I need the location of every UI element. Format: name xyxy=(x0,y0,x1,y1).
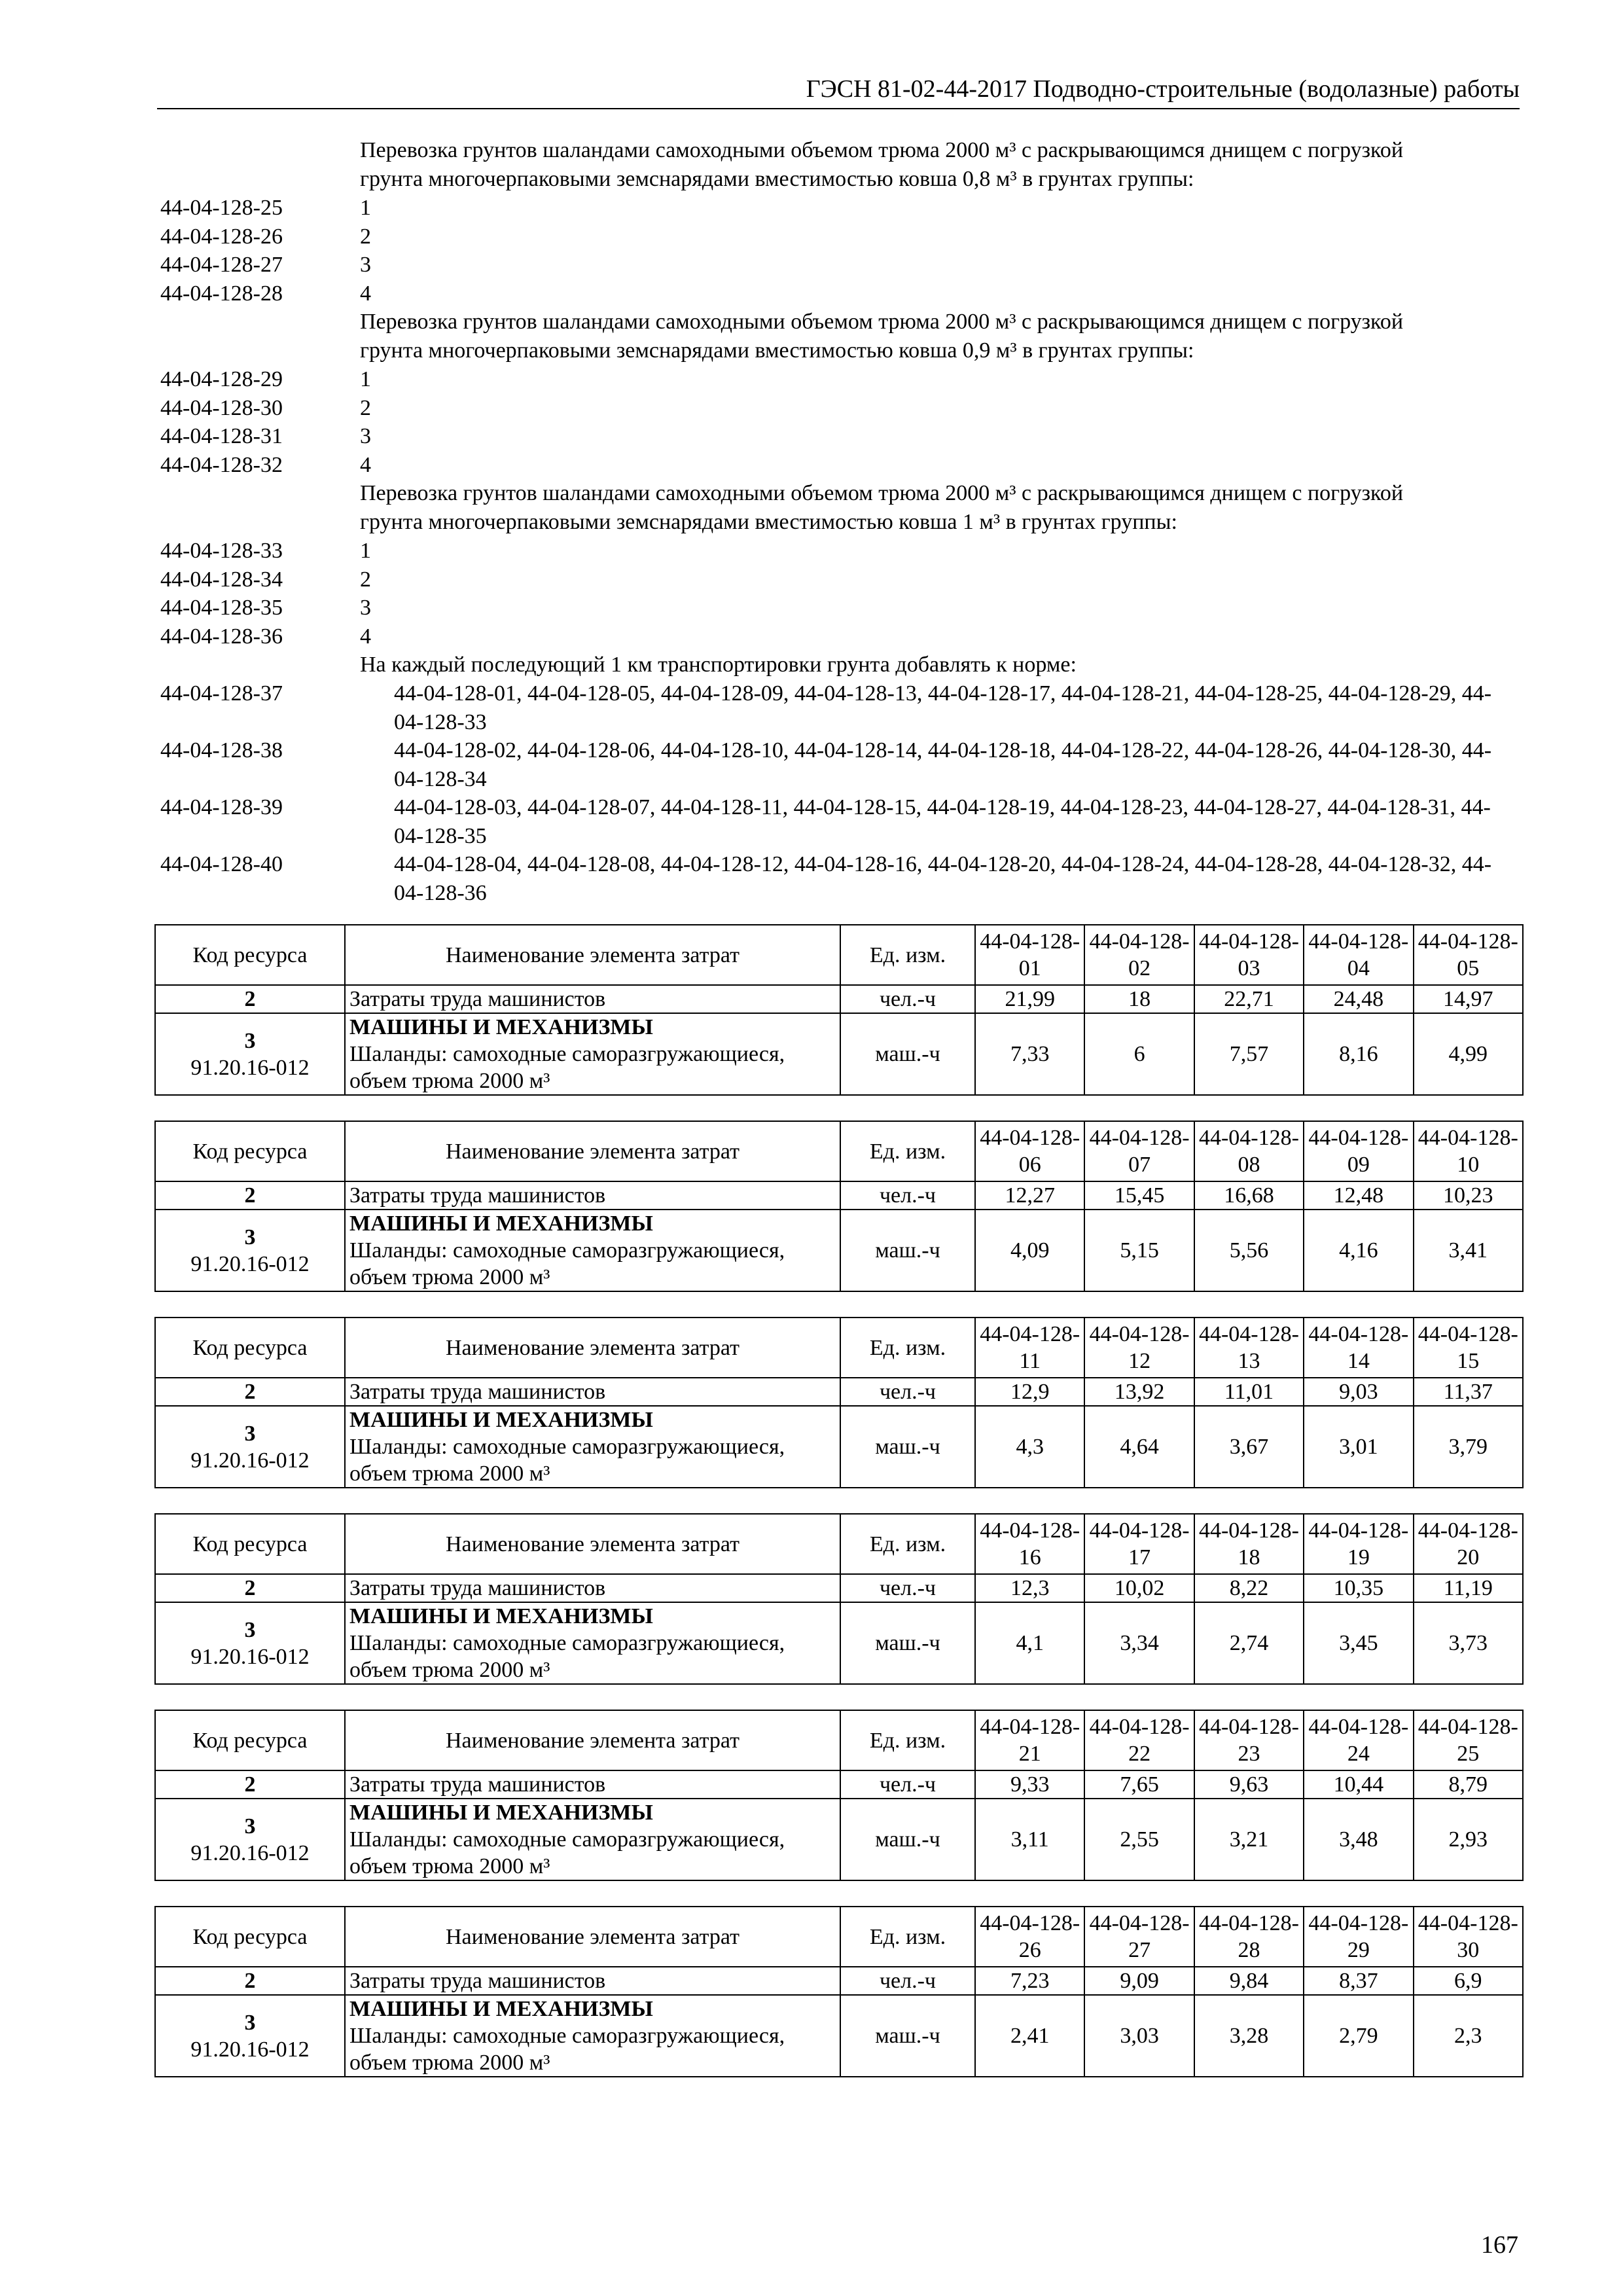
spec-code: 44-04-128-37 xyxy=(160,681,283,706)
norm-table xyxy=(154,1121,1524,1292)
machine-value: 3,28 xyxy=(1194,1995,1304,2077)
machine-value: 3,79 xyxy=(1414,1406,1523,1488)
labor-value: 11,19 xyxy=(1414,1574,1523,1602)
header-norm-code: 44-04-128-24 xyxy=(1304,1710,1413,1770)
group-title: Перевозка грунтов шаландами самоходными объемом трюма 2000 м³ с раскрывающимся днищем с погрузкой грунта многочерпаковыми земснарядами вместимостью ковша 1 м³ в грунтах группы: xyxy=(360,481,1404,534)
machine-code-cell xyxy=(155,1406,345,1488)
group-title: Перевозка грунтов шаландами самоходными объемом трюма 2000 м³ с раскрывающимся днищем с погрузкой грунта многочерпаковыми земснарядами вместимостью ковша 0,9 м³ в грунтах группы: xyxy=(360,310,1404,363)
labor-value: 22,71 xyxy=(1194,985,1304,1013)
header-resource-code: Код ресурса xyxy=(155,1318,345,1378)
header-norm-code: 44-04-128-19 xyxy=(1304,1514,1413,1574)
machine-section-title: МАШИНЫ И МЕХАНИЗМЫ xyxy=(349,1997,653,2021)
labor-row xyxy=(155,1181,1523,1210)
spec-code: 44-04-128-29 xyxy=(160,367,283,391)
machine-row xyxy=(155,1210,1523,1291)
labor-unit: чел.-ч xyxy=(840,1574,975,1602)
spec-code: 44-04-128-33 xyxy=(160,539,283,563)
labor-value: 24,48 xyxy=(1304,985,1413,1013)
machine-value: 3,48 xyxy=(1304,1799,1413,1880)
machine-row xyxy=(155,1013,1523,1095)
spec-row xyxy=(160,422,1522,451)
labor-code: 2 xyxy=(155,1967,345,1995)
machine-unit: маш.-ч xyxy=(840,1995,975,2077)
header-norm-code: 44-04-128-17 xyxy=(1084,1514,1194,1574)
machine-resource-code: 91.20.16-012 xyxy=(190,1055,310,1080)
spec-row xyxy=(160,223,1522,251)
labor-unit: чел.-ч xyxy=(840,1181,975,1210)
header-norm-code: 44-04-128-16 xyxy=(975,1514,1084,1574)
spec-code: 44-04-128-32 xyxy=(160,452,283,477)
header-norm-code: 44-04-128-26 xyxy=(975,1907,1084,1967)
additional-title: На каждый последующий 1 км транспортировки грунта добавлять к норме: xyxy=(360,653,1077,677)
header-rule xyxy=(157,108,1520,109)
machine-value: 3,01 xyxy=(1304,1406,1413,1488)
header-resource-code: Код ресурса xyxy=(155,1514,345,1574)
spec-row xyxy=(160,365,1522,394)
machine-section-title: МАШИНЫ И МЕХАНИЗМЫ xyxy=(349,1801,653,1825)
spec-row xyxy=(160,594,1522,622)
spec-row xyxy=(160,537,1522,565)
labor-value: 10,23 xyxy=(1414,1181,1523,1210)
labor-row xyxy=(155,1574,1523,1602)
machine-name-cell xyxy=(345,1602,840,1684)
machine-row xyxy=(155,1799,1523,1880)
header-norm-code: 44-04-128-03 xyxy=(1194,925,1304,985)
machine-row xyxy=(155,1406,1523,1488)
labor-value: 12,9 xyxy=(975,1378,1084,1406)
spec-soil-group: 3 xyxy=(360,253,371,277)
spec-code: 44-04-128-30 xyxy=(160,395,283,420)
machine-section-title: МАШИНЫ И МЕХАНИЗМЫ xyxy=(349,1408,653,1432)
table-header-row xyxy=(155,1318,1523,1378)
labor-code: 2 xyxy=(155,985,345,1013)
additional-row xyxy=(160,679,1522,736)
spec-soil-group: 3 xyxy=(360,596,371,620)
labor-value: 9,03 xyxy=(1304,1378,1413,1406)
spec-soil-group: 2 xyxy=(360,567,371,592)
header-resource-code: Код ресурса xyxy=(155,1907,345,1967)
machine-value: 3,45 xyxy=(1304,1602,1413,1684)
labor-value: 12,48 xyxy=(1304,1181,1413,1210)
spec-code: 44-04-128-38 xyxy=(160,738,283,762)
group-title: Перевозка грунтов шаландами самоходными объемом трюма 2000 м³ с раскрывающимся днищем с погрузкой грунта многочерпаковыми земснарядами вместимостью ковша 0,8 м³ в грунтах группы: xyxy=(360,138,1404,191)
header-norm-code: 44-04-128-12 xyxy=(1084,1318,1194,1378)
spec-code: 44-04-128-28 xyxy=(160,281,283,306)
header-norm-code: 44-04-128-04 xyxy=(1304,925,1413,985)
spec-code: 44-04-128-34 xyxy=(160,567,283,592)
header-norm-code: 44-04-128-29 xyxy=(1304,1907,1413,1967)
machine-value: 4,99 xyxy=(1414,1013,1523,1095)
header-norm-code: 44-04-128-15 xyxy=(1414,1318,1523,1378)
header-element-name: Наименование элемента затрат xyxy=(345,1514,840,1574)
spec-row xyxy=(160,251,1522,279)
spec-refs: 44-04-128-02, 44-04-128-06, 44-04-128-10, 44-04-128-14, 44-04-128-18, 44-04-128-22, 44-04-128-26, 44-04-128-30, 44-04-128-34 xyxy=(394,738,1492,791)
machine-code-cell xyxy=(155,1995,345,2077)
header-norm-code: 44-04-128-21 xyxy=(975,1710,1084,1770)
labor-code: 2 xyxy=(155,1574,345,1602)
machine-value: 3,73 xyxy=(1414,1602,1523,1684)
machine-value: 4,64 xyxy=(1084,1406,1194,1488)
labor-value: 11,37 xyxy=(1414,1378,1523,1406)
machine-code-cell xyxy=(155,1210,345,1291)
header-unit: Ед. изм. xyxy=(840,1907,975,1967)
spec-code: 44-04-128-31 xyxy=(160,424,283,448)
machine-name: Шаланды: самоходные саморазгружающиеся, объем трюма 2000 м³ xyxy=(349,1042,785,1093)
header-norm-code: 44-04-128-14 xyxy=(1304,1318,1413,1378)
machine-resource-code: 91.20.16-012 xyxy=(190,1251,310,1276)
labor-value: 18 xyxy=(1084,985,1194,1013)
labor-value: 6,9 xyxy=(1414,1967,1523,1995)
table-header-row xyxy=(155,925,1523,985)
header-unit: Ед. изм. xyxy=(840,925,975,985)
header-unit: Ед. изм. xyxy=(840,1121,975,1181)
labor-value: 10,35 xyxy=(1304,1574,1413,1602)
machine-name: Шаланды: самоходные саморазгружающиеся, объем трюма 2000 м³ xyxy=(349,1631,785,1682)
machine-value: 5,15 xyxy=(1084,1210,1194,1291)
spec-row xyxy=(160,279,1522,308)
spec-refs: 44-04-128-01, 44-04-128-05, 44-04-128-09, 44-04-128-13, 44-04-128-17, 44-04-128-21, 44-04-128-25, 44-04-128-29, 44-04-128-33 xyxy=(394,681,1492,734)
machine-value: 2,74 xyxy=(1194,1602,1304,1684)
spec-soil-group: 4 xyxy=(360,452,371,477)
header-norm-code: 44-04-128-25 xyxy=(1414,1710,1523,1770)
labor-value: 13,92 xyxy=(1084,1378,1194,1406)
spec-code: 44-04-128-36 xyxy=(160,624,283,649)
machine-code-cell xyxy=(155,1013,345,1095)
spec-soil-group: 3 xyxy=(360,424,371,448)
spec-row xyxy=(160,622,1522,651)
machine-row xyxy=(155,1602,1523,1684)
machine-section-code: 3 xyxy=(244,1421,256,1446)
spec-row xyxy=(160,565,1522,594)
spec-code: 44-04-128-25 xyxy=(160,196,283,220)
machine-value: 3,03 xyxy=(1084,1995,1194,2077)
labor-unit: чел.-ч xyxy=(840,1770,975,1799)
norm-specifications xyxy=(160,136,1522,907)
machine-unit: маш.-ч xyxy=(840,1602,975,1684)
machine-name: Шаланды: самоходные саморазгружающиеся, объем трюма 2000 м³ xyxy=(349,1435,785,1486)
machine-value: 2,93 xyxy=(1414,1799,1523,1880)
header-norm-code: 44-04-128-02 xyxy=(1084,925,1194,985)
spec-soil-group: 2 xyxy=(360,395,371,420)
machine-section-title: МАШИНЫ И МЕХАНИЗМЫ xyxy=(349,1015,653,1039)
table-header-row xyxy=(155,1907,1523,1967)
machine-name-cell xyxy=(345,1995,840,2077)
header-norm-code: 44-04-128-27 xyxy=(1084,1907,1194,1967)
labor-value: 9,09 xyxy=(1084,1967,1194,1995)
machine-value: 4,3 xyxy=(975,1406,1084,1488)
machine-name: Шаланды: самоходные саморазгружающиеся, объем трюма 2000 м³ xyxy=(349,1238,785,1289)
labor-row xyxy=(155,985,1523,1013)
labor-unit: чел.-ч xyxy=(840,985,975,1013)
machine-value: 6 xyxy=(1084,1013,1194,1095)
machine-value: 7,33 xyxy=(975,1013,1084,1095)
machine-section-code: 3 xyxy=(244,1225,256,1249)
labor-code: 2 xyxy=(155,1770,345,1799)
labor-value: 9,84 xyxy=(1194,1967,1304,1995)
spec-soil-group: 4 xyxy=(360,624,371,649)
labor-value: 8,22 xyxy=(1194,1574,1304,1602)
labor-unit: чел.-ч xyxy=(840,1378,975,1406)
header-element-name: Наименование элемента затрат xyxy=(345,1121,840,1181)
labor-value: 14,97 xyxy=(1414,985,1523,1013)
machine-unit: маш.-ч xyxy=(840,1210,975,1291)
spec-soil-group: 4 xyxy=(360,281,371,306)
spec-code: 44-04-128-40 xyxy=(160,852,283,876)
header-norm-code: 44-04-128-18 xyxy=(1194,1514,1304,1574)
machine-name: Шаланды: самоходные саморазгружающиеся, объем трюма 2000 м³ xyxy=(349,2024,785,2075)
header-unit: Ед. изм. xyxy=(840,1710,975,1770)
machine-section-code: 3 xyxy=(244,1028,256,1053)
machine-code-cell xyxy=(155,1799,345,1880)
header-norm-code: 44-04-128-13 xyxy=(1194,1318,1304,1378)
machine-value: 7,57 xyxy=(1194,1013,1304,1095)
labor-value: 12,27 xyxy=(975,1181,1084,1210)
header-unit: Ед. изм. xyxy=(840,1514,975,1574)
header-element-name: Наименование элемента затрат xyxy=(345,1710,840,1770)
labor-name: Затраты труда машинистов xyxy=(345,1378,840,1406)
machine-resource-code: 91.20.16-012 xyxy=(190,1840,310,1865)
header-norm-code: 44-04-128-23 xyxy=(1194,1710,1304,1770)
labor-value: 10,02 xyxy=(1084,1574,1194,1602)
header-resource-code: Код ресурса xyxy=(155,925,345,985)
machine-row xyxy=(155,1995,1523,2077)
header-resource-code: Код ресурса xyxy=(155,1121,345,1181)
machine-value: 3,11 xyxy=(975,1799,1084,1880)
norm-table xyxy=(154,1906,1524,2077)
spec-soil-group: 1 xyxy=(360,539,371,563)
header-norm-code: 44-04-128-07 xyxy=(1084,1121,1194,1181)
machine-section-title: МАШИНЫ И МЕХАНИЗМЫ xyxy=(349,1211,653,1236)
machine-value: 3,41 xyxy=(1414,1210,1523,1291)
header-norm-code: 44-04-128-09 xyxy=(1304,1121,1413,1181)
header-norm-code: 44-04-128-30 xyxy=(1414,1907,1523,1967)
machine-section-code: 3 xyxy=(244,1814,256,1839)
additional-row xyxy=(160,736,1522,793)
labor-name: Затраты труда машинистов xyxy=(345,1770,840,1799)
page-header: ГЭСН 81-02-44-2017 Подводно-строительные (водолазные) работы xyxy=(806,75,1520,103)
labor-row xyxy=(155,1770,1523,1799)
spec-row xyxy=(160,451,1522,480)
labor-code: 2 xyxy=(155,1181,345,1210)
spec-refs: 44-04-128-04, 44-04-128-08, 44-04-128-12, 44-04-128-16, 44-04-128-20, 44-04-128-24, 44-04-128-28, 44-04-128-32, 44-04-128-36 xyxy=(394,852,1492,905)
machine-unit: маш.-ч xyxy=(840,1799,975,1880)
labor-value: 11,01 xyxy=(1194,1378,1304,1406)
labor-value: 12,3 xyxy=(975,1574,1084,1602)
machine-value: 8,16 xyxy=(1304,1013,1413,1095)
machine-value: 3,21 xyxy=(1194,1799,1304,1880)
table-header-row xyxy=(155,1710,1523,1770)
labor-value: 7,65 xyxy=(1084,1770,1194,1799)
labor-unit: чел.-ч xyxy=(840,1967,975,1995)
machine-section-title: МАШИНЫ И МЕХАНИЗМЫ xyxy=(349,1604,653,1628)
machine-value: 3,67 xyxy=(1194,1406,1304,1488)
spec-code: 44-04-128-35 xyxy=(160,596,283,620)
labor-name: Затраты труда машинистов xyxy=(345,1574,840,1602)
header-resource-code: Код ресурса xyxy=(155,1710,345,1770)
spec-soil-group: 1 xyxy=(360,196,371,220)
page-number: 167 xyxy=(1481,2231,1518,2259)
header-norm-code: 44-04-128-08 xyxy=(1194,1121,1304,1181)
labor-value: 9,33 xyxy=(975,1770,1084,1799)
norm-table xyxy=(154,1513,1524,1685)
header-element-name: Наименование элемента затрат xyxy=(345,925,840,985)
spec-soil-group: 1 xyxy=(360,367,371,391)
header-norm-code: 44-04-128-20 xyxy=(1414,1514,1523,1574)
machine-code-cell xyxy=(155,1602,345,1684)
header-element-name: Наименование элемента затрат xyxy=(345,1907,840,1967)
machine-unit: маш.-ч xyxy=(840,1406,975,1488)
labor-row xyxy=(155,1967,1523,1995)
machine-section-code: 3 xyxy=(244,1617,256,1642)
labor-value: 16,68 xyxy=(1194,1181,1304,1210)
norm-table xyxy=(154,1317,1524,1488)
labor-value: 15,45 xyxy=(1084,1181,1194,1210)
labor-name: Затраты труда машинистов xyxy=(345,1967,840,1995)
machine-name-cell xyxy=(345,1013,840,1095)
machine-value: 4,09 xyxy=(975,1210,1084,1291)
machine-value: 2,55 xyxy=(1084,1799,1194,1880)
additional-row xyxy=(160,793,1522,850)
header-unit: Ед. изм. xyxy=(840,1318,975,1378)
machine-name-cell xyxy=(345,1406,840,1488)
table-header-row xyxy=(155,1121,1523,1181)
header-norm-code: 44-04-128-01 xyxy=(975,925,1084,985)
spec-soil-group: 2 xyxy=(360,224,371,249)
machine-resource-code: 91.20.16-012 xyxy=(190,1644,310,1669)
header-norm-code: 44-04-128-06 xyxy=(975,1121,1084,1181)
machine-value: 2,79 xyxy=(1304,1995,1413,2077)
machine-name: Шаланды: самоходные саморазгружающиеся, объем трюма 2000 м³ xyxy=(349,1827,785,1878)
norm-table xyxy=(154,924,1524,1096)
machine-name-cell xyxy=(345,1799,840,1880)
labor-value: 8,79 xyxy=(1414,1770,1523,1799)
header-norm-code: 44-04-128-28 xyxy=(1194,1907,1304,1967)
header-norm-code: 44-04-128-22 xyxy=(1084,1710,1194,1770)
additional-row xyxy=(160,850,1522,907)
labor-value: 8,37 xyxy=(1304,1967,1413,1995)
spec-row xyxy=(160,394,1522,423)
machine-value: 4,16 xyxy=(1304,1210,1413,1291)
labor-value: 21,99 xyxy=(975,985,1084,1013)
machine-name-cell xyxy=(345,1210,840,1291)
norm-table xyxy=(154,1710,1524,1881)
labor-name: Затраты труда машинистов xyxy=(345,1181,840,1210)
labor-value: 9,63 xyxy=(1194,1770,1304,1799)
labor-row xyxy=(155,1378,1523,1406)
machine-section-code: 3 xyxy=(244,2010,256,2035)
machine-unit: маш.-ч xyxy=(840,1013,975,1095)
header-norm-code: 44-04-128-10 xyxy=(1414,1121,1523,1181)
labor-code: 2 xyxy=(155,1378,345,1406)
table-header-row xyxy=(155,1514,1523,1574)
spec-code: 44-04-128-26 xyxy=(160,224,283,249)
spec-refs: 44-04-128-03, 44-04-128-07, 44-04-128-11, 44-04-128-15, 44-04-128-19, 44-04-128-23, 44-04-128-27, 44-04-128-31, 44-04-128-35 xyxy=(394,795,1491,848)
spec-code: 44-04-128-27 xyxy=(160,253,283,277)
labor-value: 10,44 xyxy=(1304,1770,1413,1799)
norm-tables xyxy=(154,924,1524,2102)
header-norm-code: 44-04-128-11 xyxy=(975,1318,1084,1378)
machine-resource-code: 91.20.16-012 xyxy=(190,1448,310,1473)
machine-value: 2,3 xyxy=(1414,1995,1523,2077)
machine-value: 4,1 xyxy=(975,1602,1084,1684)
header-element-name: Наименование элемента затрат xyxy=(345,1318,840,1378)
machine-value: 3,34 xyxy=(1084,1602,1194,1684)
machine-value: 2,41 xyxy=(975,1995,1084,2077)
labor-value: 7,23 xyxy=(975,1967,1084,1995)
header-norm-code: 44-04-128-05 xyxy=(1414,925,1523,985)
labor-name: Затраты труда машинистов xyxy=(345,985,840,1013)
spec-row xyxy=(160,194,1522,223)
spec-code: 44-04-128-39 xyxy=(160,795,283,819)
machine-value: 5,56 xyxy=(1194,1210,1304,1291)
machine-resource-code: 91.20.16-012 xyxy=(190,2037,310,2062)
